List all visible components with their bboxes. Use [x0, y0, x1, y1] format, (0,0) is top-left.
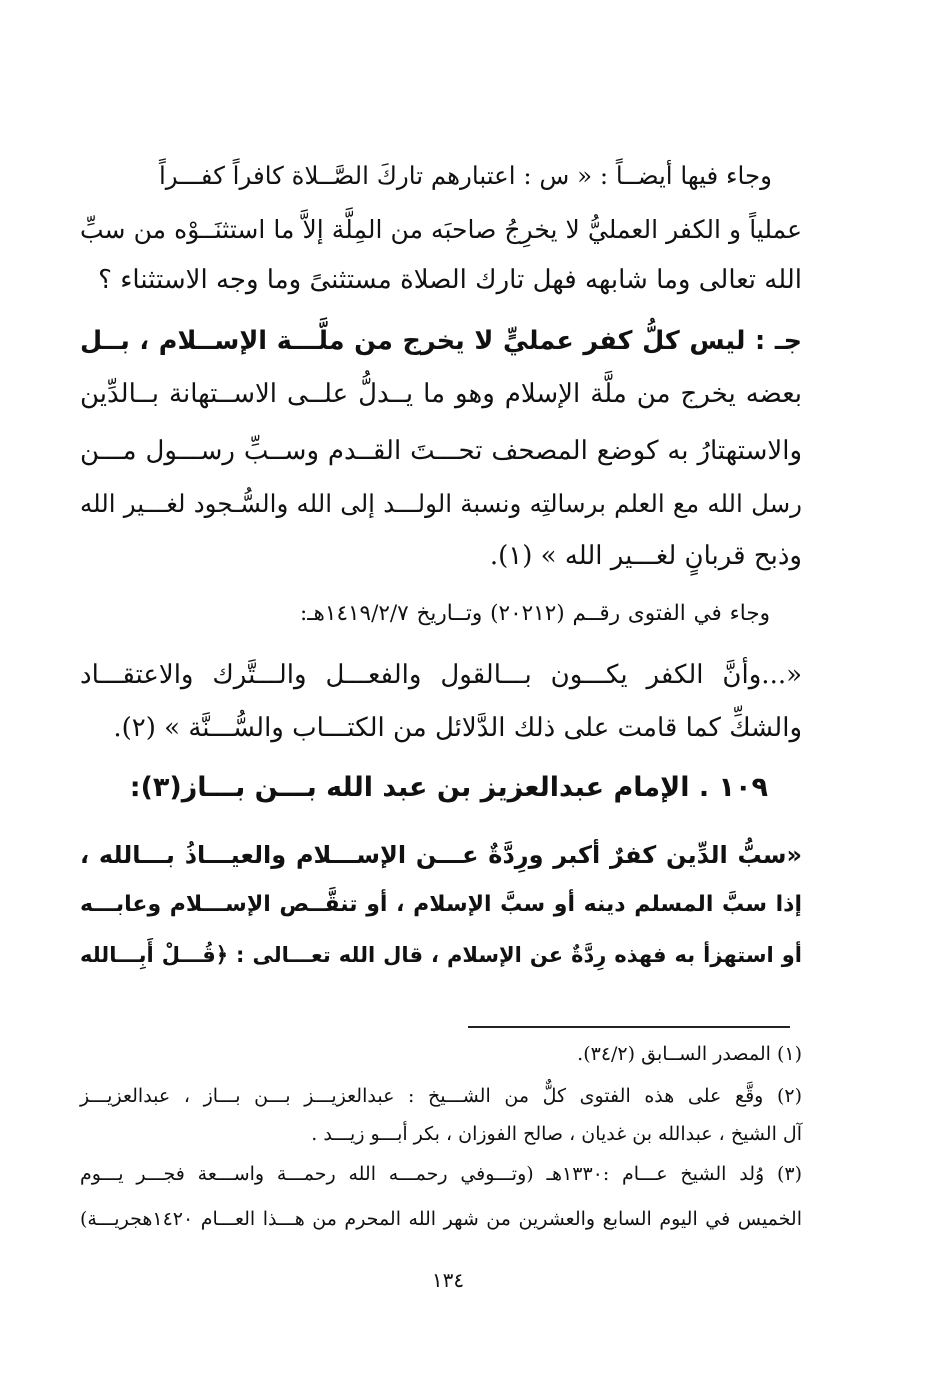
body-line: «...وأنَّ الكفر يكـــون بـــالقول والفعـــل والـــتَّرك والاعتقـــاد: [80, 660, 802, 690]
body-line: والاستهتارُ به كوضع المصحف تحـــتَ القــدم وســبِّ رســـول مـــن: [80, 436, 802, 466]
body-line: رسل الله مع العلم برسالتِه ونسبة الولـــد إلى الله والسُّـجود لغـــير الله: [80, 489, 802, 518]
body-line: «سبُّ الدِّين كفرٌ أكبر ورِدَّةٌ عـــن الإســـلام والعيـــاذُ بـــالله ،: [80, 841, 802, 869]
section-heading: ١٠٩ . الإمام عبدالعزيز بن عبد الله بـــن بـــاز(٣):: [129, 772, 768, 803]
body-line: وجاء فيها أيضــاً : « س : اعتبارهم تاركَ الصَّــلاة كافراً كفـــراً: [158, 161, 772, 190]
footnote: (٣) وُلد الشيخ عـــام :١٣٣٠هـ (وتـــوفي رحمـــه الله رحمـــة واســـعة فجـــر يـــوم: [80, 1163, 802, 1185]
body-line: الله تعالى وما شابهه فهل تارك الصلاة مستثنىً وما وجه الاستثناء ؟: [98, 265, 802, 295]
body-line: عملياً و الكفر العمليُّ لا يخرِجُ صاحبَه من المِلَّة إلاَّ ما استثنَــوْه من سبِّ: [80, 215, 802, 244]
footnote: (٢) وقَّع على هذه الفتوى كلٌّ من الشـــيخ : عبدالعزيـــز بـــن بـــاز ، عبدالعزيـــز: [80, 1085, 802, 1107]
page-number: ١٣٤: [431, 1268, 465, 1292]
footnote: (١) المصدر الســابق (٣٤/٢).: [577, 1043, 802, 1065]
body-line: وجاء في الفتوى رقــم (٢٠٢١٢) وتــاريخ ١٤١٩/٢/٧هـ:: [300, 601, 770, 626]
footnote-separator: [468, 1026, 790, 1028]
body-line: إذا سبَّ المسلم دينه أو سبَّ الإسلام ، أو تنقَّــص الإســـلام وعابـــه: [80, 892, 802, 917]
body-line: بعضه يخرج من ملَّة الإسلام وهو ما يــدلُّ علــى الاســتهانة بــالدِّين: [80, 379, 802, 409]
body-line: والشكِّ كما قامت على ذلك الدَّلائل من الكتـــاب والسُّـــنَّة » (٢).: [113, 713, 802, 743]
footnote: آل الشيخ ، عبدالله بن غديان ، صالح الفوزان ، بكر أبـــو زيـــد .: [311, 1123, 802, 1145]
body-line: وذبح قربانٍ لغـــير الله » (١).: [489, 541, 802, 571]
footnote: الخميس في اليوم السابع والعشرين من شهر الله المحرم من هـــذا العـــام ١٤٢٠هجريـــة): [80, 1208, 802, 1230]
body-line: أو استهزأ به فهذه رِدَّةٌ عن الإسلام ، قال الله تعـــالى : ﴿قُـــلْ أَبِـــالله: [80, 943, 802, 967]
answer-line: جـ : ليس كلُّ كفر عمليٍّ لا يخرج من ملَّـــة الإســلام ، بــل: [80, 326, 802, 356]
